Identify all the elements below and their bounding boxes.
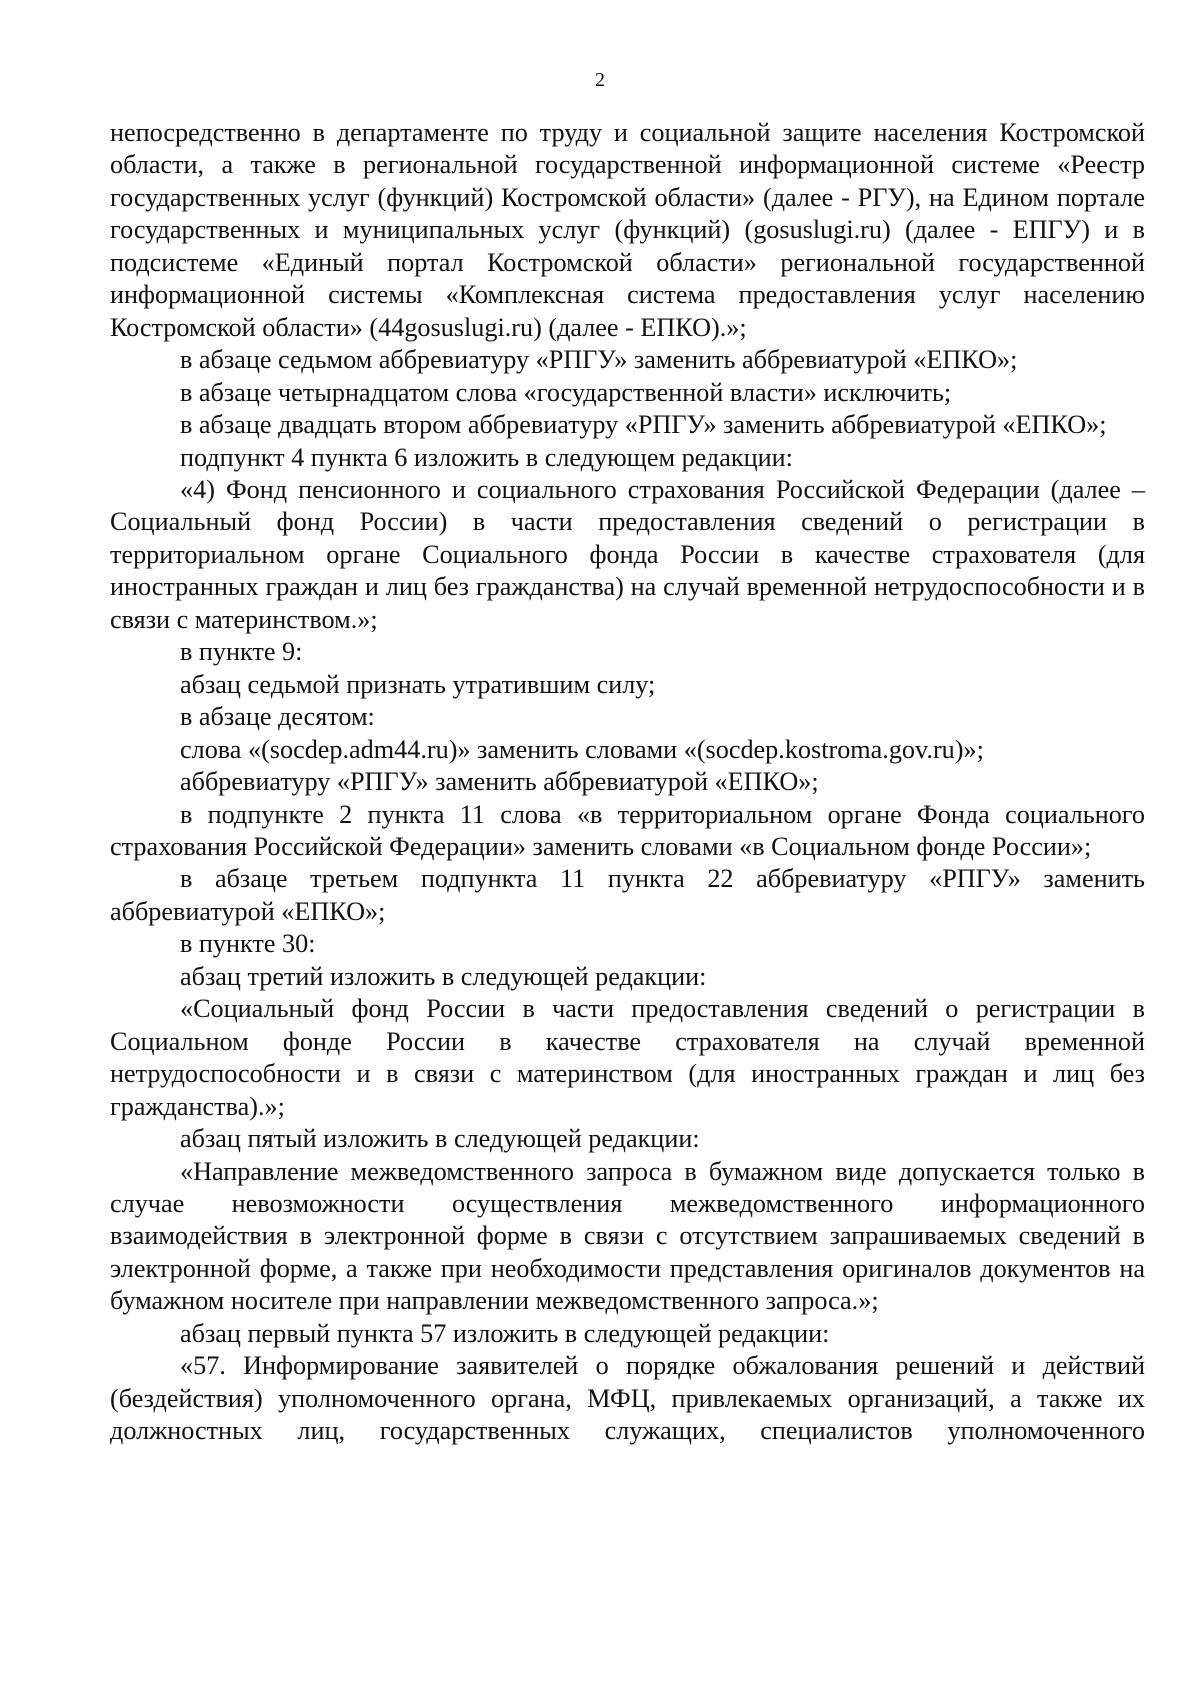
paragraph: в пункте 30: — [180, 929, 316, 959]
paragraph: в подпункте 2 пункта 11 слова «в территориальном органе Фонда социального страхования Российской Федерации» заменить словами «в Социальном фонде России»; — [110, 799, 1145, 861]
paragraph: в абзаце десятом: — [180, 702, 375, 732]
paragraph: абзац пятый изложить в следующей редакции: — [180, 1124, 700, 1154]
paragraph: в пункте 9: — [180, 637, 303, 667]
paragraph: в абзаце третьем подпункта 11 пункта 22 аббревиатуру «РПГУ» заменить аббревиатурой «ЕПКО»; — [110, 864, 1145, 926]
paragraph: в абзаце седьмом аббревиатуру «РПГУ» заменить аббревиатурой «ЕПКО»; — [180, 345, 1018, 375]
page-number: 2 — [595, 69, 605, 91]
paragraph: «4) Фонд пенсионного и социального страхования Российской Федерации (далее – Социальный фонд России) в части предоставления сведений о регистрации в территориальном органе Социального фонда России в качестве страхователя (для иностранных граждан и лиц без гражданства) на случай временной нетрудоспособности и в связи с материнством.»; — [110, 474, 1145, 634]
paragraph: аббревиатуру «РПГУ» заменить аббревиатурой «ЕПКО»; — [180, 767, 819, 797]
paragraph: «Социальный фонд России в части предоставления сведений о регистрации в Социальном фонде России в качестве страхователя на случай временной нетрудоспособности и в связи с материнством (для иностранных граждан и лиц без гражданства).»; — [110, 994, 1145, 1121]
paragraph: абзац седьмой признать утратившим силу; — [180, 669, 656, 699]
paragraph: в абзаце четырнадцатом слова «государственной власти» исключить; — [180, 377, 952, 407]
paragraph: подпункт 4 пункта 6 изложить в следующем редакции: — [180, 442, 793, 472]
paragraph: абзац первый пункта 57 изложить в следующей редакции: — [180, 1318, 830, 1348]
paragraph: непосредственно в департаменте по труду и социальной защите населения Костромской области, а также в региональной государственной информационной системе «Реестр государственных услуг (функций) Костромской области» (далее - РГУ), на Едином портале государственных и муниципальных услуг (функций) (gosuslugi.ru) (далее - ЕПГУ) и в подсистеме «Единый портал Костромской области» региональной государственной информационной системы «Комплексная система предоставления услуг населению Костромской области» (44gosuslugi.ru) (далее - ЕПКО).»; — [110, 118, 1145, 342]
paragraph: «Направление межведомственного запроса в бумажном виде допускается только в случае невозможности осуществления межведомственного информационного взаимодействия в электронной форме в связи с отсутствием запрашиваемых сведений в электронной форме, а также при необходимости представления оригиналов документов на бумажном носителе при направлении межведомственного запроса.»; — [110, 1156, 1145, 1316]
paragraph: «57. Информирование заявителей о порядке обжалования решений и действий (бездействия) уполномоченного органа, МФЦ, привлекаемых организаций, а также их должностных лиц, государственных служащих, специалистов уполномоченного — [110, 1351, 1145, 1446]
paragraph: абзац третий изложить в следующей редакции: — [180, 961, 707, 991]
paragraph: слова «(socdep.adm44.ru)» заменить словами «(socdep.kostroma.gov.ru)»; — [180, 734, 984, 764]
paragraph: в абзаце двадцать втором аббревиатуру «РПГУ» заменить аббревиатурой «ЕПКО»; — [180, 410, 1107, 440]
document-body — [110, 117, 1145, 1448]
